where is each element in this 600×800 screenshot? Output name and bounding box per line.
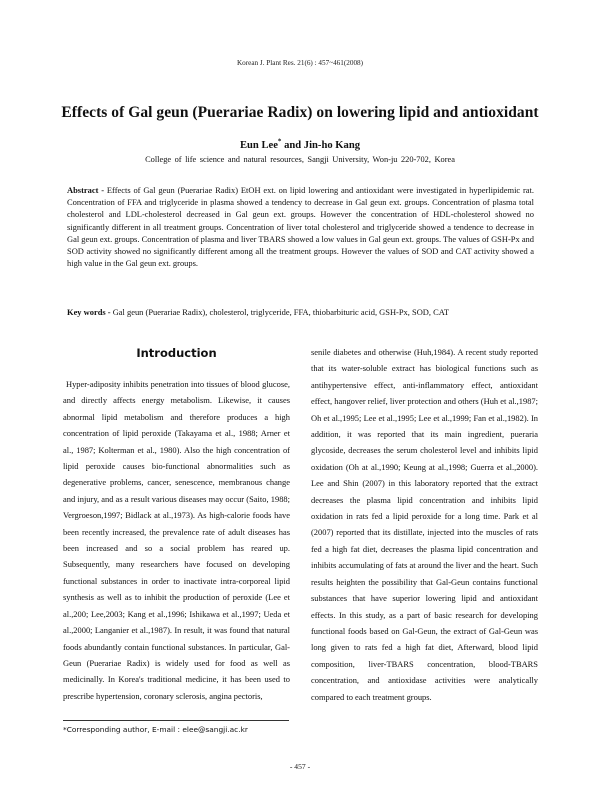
keywords-block: [67, 306, 534, 318]
footnote-divider: [63, 720, 289, 721]
corresponding-mark: *: [277, 137, 282, 146]
author-line: [0, 137, 600, 151]
journal-citation: Korean J. Plant Res. 21(6) : 457~461(2008): [236, 59, 364, 67]
left-column: [63, 344, 290, 704]
abstract-text: Effects of Gal geun (Puerariae Radix) EtOH ext. on lipid lowering and antioxidant were investigated in hyperlipidemic rat. Concentration of FFA and triglyceride in plasma showed a tendency to decrease in Gal geun ext. groups. Concentration of plasma total cholesterol and LDL-cholesterol decreased in Gal geun ext. groups. However the concentration of HDL-cholesterol showed no significantly different in all treatment groups. Concentration of liver total cholesterol and triglyceride showed a tendence to decrease in Gal geun ext. groups. Concentration of plasma and liver TBARS showed a low values in Gal geun ext. groups. The values of GSH-Px and SOD activity showed no significantly different among all the treatment groups. However the values of SOD and CAT activity showed a high value in the Gal geun ext. groups.: [67, 185, 534, 269]
introduction-paragraph-left: Hyper-adiposity inhibits penetration into tissues of blood glucose, and directly affects energy metabolism. Likewise, it causes abnormal lipid metabolism and therefore produces a high concentration of lipid peroxide (Takayama et al., 1988; Arner et al., 1987; Kolterman et al., 1980). Also the high concentration of lipid peroxide causes bio-functional abnormalities such as degenerative problems, cancer, senescence, membranous change and injury, and as a result various diseases may occur (Saito, 1988; Vergroeson,1997; Bidlack at al.,1973). As high-calorie foods have been recently increased, the prevalence rate of adult diseases has been increased and so a social problem has reared up. Subsequently, many researchers have focused on developing functional substances in order to inactivate intra-corporeal lipid synthesis as well as to inhibit the production of peroxide (Lee et al.,200; Lee,2003; Kang et al.,1996; Ishikawa et al.,1997; Ueda et al.,2000; Langanier et al.,1987). In result, it was found that natural foods abundantly contain functional substances. In particular, Gal-Geun (Puerariae Radix) is widely used for food as well as medicinally. In Korea's traditional medicine, it has been used to prescribe hypertension, coronary sclerosis, angina pectoris,: [63, 379, 290, 701]
abstract-block: [67, 184, 534, 269]
keywords-text: Gal geun (Puerariae Radix), cholesterol, triglyceride, FFA, thiobarbituric acid, GSH-Px, SOD, CAT: [110, 307, 450, 317]
right-column: [311, 344, 538, 705]
page-number: - 457 -: [289, 762, 311, 771]
corresponding-author-footnote: *Corresponding author, E-mail : elee@sangji.ac.kr: [63, 725, 248, 734]
introduction-heading: Introduction: [136, 346, 217, 360]
author-secondary: and Jin-ho Kang: [281, 140, 361, 151]
paper-title: Effects of Gal geun (Puerariae Radix) on lowering lipid and antioxidant: [61, 104, 539, 121]
introduction-paragraph-right: senile diabetes and otherwise (Huh,1984). A recent study reported that its water-soluble extract has biological functions such as antihypertensive effect, anti-inflammatory effect, antioxidant effect, hangover relief, liver protection and others (Huh et al.,1987; Oh et al.,1995; Lee et al.,1995; Lee et al.,1999; Fan et al.,1982). In addition, it was reported that its main ingredient, pueraria glycoside, decreases the serum cholesterol level and inhibits lipid oxidation (Oh at al.,1990; Keung at al.,1998; Guerra et al.,2000). Lee and Shin (2007) in this laboratory reported that the extract decreases the plasma lipid concentration and inhibits lipid oxidation in rats fed a lipid peroxide for a long time. Park et al (2007) reported that its distillate, injected into the muscles of rats fed a high fat diet, decreases the plasma lipid concentration and inhibits accumulating of fats at around the liver and the heart. Such results heighten the possibility that Gal-Geun contains functional substances that have superior lowering lipid and antioxidant effects. In this study, as a part of basic research for developing functional foods based on Gal-Geun, the extract of Gal-Geun was long given to rats fed a high fat diet, Afterward, blood lipid composition, liver-TBARS concentration, blood-TBARS concentration, and antioxidase activities were analytically compared to each treatment groups.: [311, 347, 538, 702]
affiliation: College of life science and natural resources, Sangji University, Won-ju 220-702, Korea: [145, 155, 455, 164]
author-primary: Eun Lee: [239, 140, 278, 151]
abstract-label: Abstract -: [67, 185, 105, 195]
keywords-label: Key words -: [67, 307, 111, 317]
